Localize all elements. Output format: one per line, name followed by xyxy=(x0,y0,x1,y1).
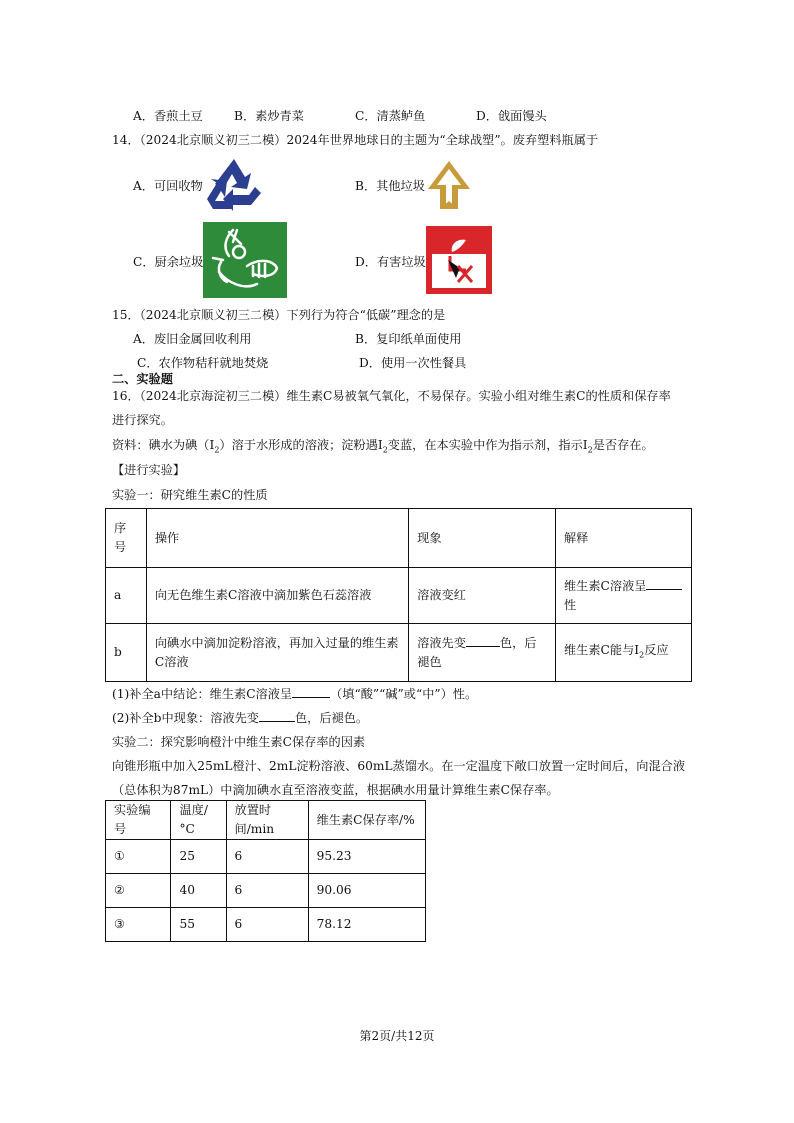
answer-blank[interactable] xyxy=(259,710,295,722)
table1-header-cell: 解释 xyxy=(556,509,692,568)
q16-heading: 【进行实验】 xyxy=(112,463,186,477)
q13-option-c: C．清蒸鲈鱼 xyxy=(355,109,426,123)
table2-header-cell: 放置时间/min xyxy=(226,801,308,840)
table2-cell: ① xyxy=(106,840,171,874)
table2-cell: 40 xyxy=(171,874,226,908)
table1-cell: 溶液变红 xyxy=(409,568,556,624)
answer-blank[interactable] xyxy=(292,686,330,698)
q16-stem-line2: 进行探究。 xyxy=(112,413,173,427)
exp1-title: 实验一：研究维生素C的性质 xyxy=(112,488,268,502)
table1-header-cell: 操作 xyxy=(146,509,408,568)
table1-header-cell: 序号 xyxy=(106,509,147,568)
q15-option-d: D．使用一次性餐具 xyxy=(359,356,467,370)
table1-header-cell: 现象 xyxy=(409,509,556,568)
table2-cell: ③ xyxy=(106,908,171,942)
q15-option-c: C．农作物秸秆就地焚烧 xyxy=(137,356,269,370)
exp1-table xyxy=(105,508,692,682)
table2-header-cell: 维生素C保存率/% xyxy=(308,801,425,840)
q14-option-a: A．可回收物 xyxy=(133,179,203,193)
answer-blank[interactable] xyxy=(646,578,682,590)
recycle-icon xyxy=(203,157,265,213)
q14-stem: 14．（2024北京顺义初三二模）2024年世界地球日的主题为“全球战塑”。废弃塑料瓶属于 xyxy=(112,133,599,147)
table2-cell: 55 xyxy=(171,908,226,942)
q13-option-b: B．素炒青菜 xyxy=(234,109,304,123)
other-waste-icon xyxy=(424,157,474,213)
exp2-line2: （总体积为87mL）中滴加碘水直至溶液变蓝，根据碘水用量计算维生素C保存率。 xyxy=(112,783,559,797)
table1-cell: 向无色维生素C溶液中滴加紫色石蕊溶液 xyxy=(146,568,408,624)
q14-option-d: D．有害垃圾 xyxy=(355,255,426,269)
q14-option-c: C．厨余垃圾 xyxy=(133,255,204,269)
table1-cell: 向碘水中滴加淀粉溶液，再加入过量的维生素C溶液 xyxy=(146,624,408,682)
q15-option-b: B．复印纸单面使用 xyxy=(355,332,462,346)
table2-cell: 90.06 xyxy=(308,874,425,908)
page-footer: 第2页/共12页 xyxy=(359,1029,435,1043)
table-row xyxy=(106,624,692,682)
table2-cell: 78.12 xyxy=(308,908,425,942)
table-row xyxy=(106,840,426,874)
q16-info: 资料：碘水为碘$(I_2)$溶于水形成的溶液；淀粉遇$I_2$变蓝，在本实验中作为指示剂，指示$I_2$是否存在。 xyxy=(112,438,654,455)
table2-cell: 6 xyxy=(226,840,308,874)
q15-option-a: A．废旧金属回收利用 xyxy=(133,332,252,346)
table2-header-cell: 温度/°C xyxy=(171,801,226,840)
table1-cell: 溶液先变 色，后褪色 xyxy=(409,624,556,682)
exp2-table xyxy=(105,800,426,942)
table2-cell: 95.23 xyxy=(308,840,425,874)
table1-cell: 维生素C溶液呈 性 xyxy=(556,568,692,624)
q16-sub2: (2)补全b中现象：溶液先变 色，后褪色。 xyxy=(112,711,369,725)
hazardous-waste-icon xyxy=(426,226,492,294)
q15-stem: 15．（2024北京顺义初三二模）下列行为符合“低碳”理念的是 xyxy=(112,308,446,322)
q16-stem-line1: 16．（2024北京海淀初三二模）维生素C易被氧气氧化，不易保存。实验小组对维生素C的性质和保存率 xyxy=(112,389,671,403)
table-row xyxy=(106,568,692,624)
table1-cell: a xyxy=(106,568,147,624)
q13-option-a: A．香煎土豆 xyxy=(133,109,203,123)
table2-cell: 6 xyxy=(226,874,308,908)
table2-cell: ② xyxy=(106,874,171,908)
table2-cell: 6 xyxy=(226,908,308,942)
q16-sub1: (1)补全a中结论：维生素C溶液呈 （填“酸”“碱”或“中”）性。 xyxy=(112,687,478,701)
q14-option-b: B．其他垃圾 xyxy=(355,179,425,193)
exp2-line1: 向锥形瓶中加入25mL橙汁、2mL淀粉溶液、60mL蒸馏水。在一定温度下敞口放置一定时间后，向混合液 xyxy=(112,759,686,773)
kitchen-waste-icon xyxy=(203,222,287,298)
table-row xyxy=(106,908,426,942)
table1-cell: b xyxy=(106,624,147,682)
section-title: 二、实验题 xyxy=(112,372,173,386)
exp2-title: 实验二：探究影响橙汁中维生素C保存率的因素 xyxy=(112,735,366,749)
answer-blank[interactable] xyxy=(466,635,500,647)
table2-cell: 25 xyxy=(171,840,226,874)
q13-option-d: D．戗面馒头 xyxy=(476,109,547,123)
table-row xyxy=(106,874,426,908)
table1-cell: 维生素C能与$I_2$反应 xyxy=(556,624,692,682)
table2-header-cell: 实验编号 xyxy=(106,801,171,840)
